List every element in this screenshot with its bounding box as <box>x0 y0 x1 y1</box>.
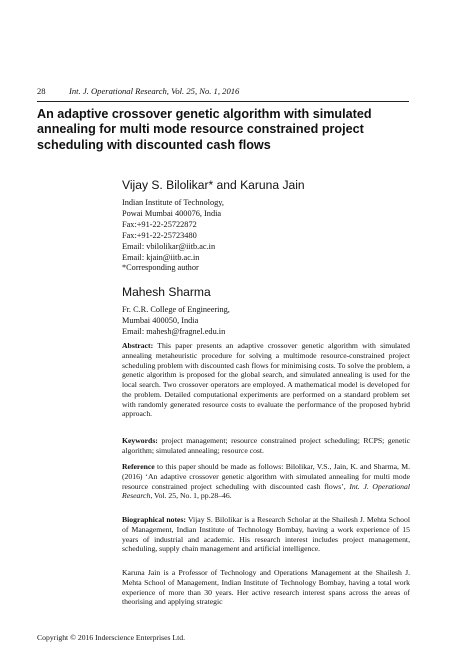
author-names-1: Vijay S. Bilolikar* and Karuna Jain <box>122 178 305 192</box>
reference-volume: , Vol. 25, No. 1, pp.28–46. <box>150 491 232 501</box>
keywords <box>122 436 410 456</box>
email-line: Email: vbilolikar@iitb.ac.in <box>122 241 216 251</box>
fax-line: Fax:+91-22-25722872 <box>122 219 197 229</box>
bio-label: Biographical notes: <box>122 515 186 524</box>
abstract-text: This paper presents an adaptive crossover genetic algorithm with simulated annealing metaheuristic procedure for solving a multimode resource-constrained project scheduling problem with discounted cash flows for minimising costs. To solve the problem, a genetic algorithm is proposed for the global search, and simulated annealing is used for the local search. Two crossover operators are employed. A mathematical model is developed for the problem. Detailed computational experiments are performed on a standard problem set with randomly generated resource costs to evaluate the performance of the proposed hybrid approach. <box>122 341 410 419</box>
email-line: Email: kjain@iitb.ac.in <box>122 252 200 262</box>
abstract-label: Abstract: <box>122 341 154 350</box>
fax-line: Fax:+91-22-25723480 <box>122 230 197 240</box>
page-number: 28 <box>37 86 46 96</box>
reference <box>122 462 410 501</box>
keywords-text: project management; resource constrained project scheduling; RCPS; genetic algorithm; simulated annealing; resource cost. <box>122 436 410 455</box>
running-header <box>37 86 409 96</box>
paper-title: An adaptive crossover genetic algorithm with simulated annealing for multi mode resource constrained project scheduling with discounted cash flows <box>37 107 372 152</box>
email-line: Email: mahesh@fragnel.edu.in <box>122 326 226 336</box>
affiliation-1 <box>122 198 224 274</box>
biographical-notes <box>122 515 410 554</box>
affiliation-2 <box>122 305 230 338</box>
header-rule <box>37 101 409 102</box>
affiliation-line: Indian Institute of Technology, <box>122 198 224 207</box>
biographical-notes-2: Karuna Jain is a Professor of Technology and Operations Management at the Shailesh J. Mehta School of Management, Indian Institute of Technology Bombay, having a total work experience of more than 30 years. Her active research interest spans across the areas of theorising and applying strategic <box>122 568 410 607</box>
bio-text: Vijay S. Bilolikar is a Research Scholar at the Shailesh J. Mehta School of Management, Indian Institute of Technology Bombay, having a work experience of 15 years of industrial and academic. His research interest includes project management, scheduling, supply chain management and artificial intelligence. <box>122 515 410 554</box>
reference-label: Reference <box>122 462 155 471</box>
affiliation-line: Fr. C.R. College of Engineering, <box>122 305 230 314</box>
reference-journal: Int. J. Operational Research <box>122 481 410 501</box>
copyright-notice: Copyright © 2016 Inderscience Enterprises Ltd. <box>37 633 186 642</box>
affiliation-line: Powai Mumbai 400076, India <box>122 208 222 218</box>
corresponding-author-note: *Corresponding author <box>122 263 199 273</box>
author-names-2: Mahesh Sharma <box>122 285 211 299</box>
affiliation-line: Mumbai 400050, India <box>122 315 199 325</box>
reference-text: to this paper should be made as follows: Bilolikar, V.S., Jain, K. and Sharma, M. (2016) ‘An adaptive crossover genetic algorithm with simulated annealing for multi mode resource constrained project scheduling with discounted cash flows’, <box>122 462 410 491</box>
journal-citation: Int. J. Operational Research, Vol. 25, No. 1, 2016 <box>69 86 240 96</box>
abstract <box>122 341 410 419</box>
keywords-label: Keywords: <box>122 436 158 445</box>
